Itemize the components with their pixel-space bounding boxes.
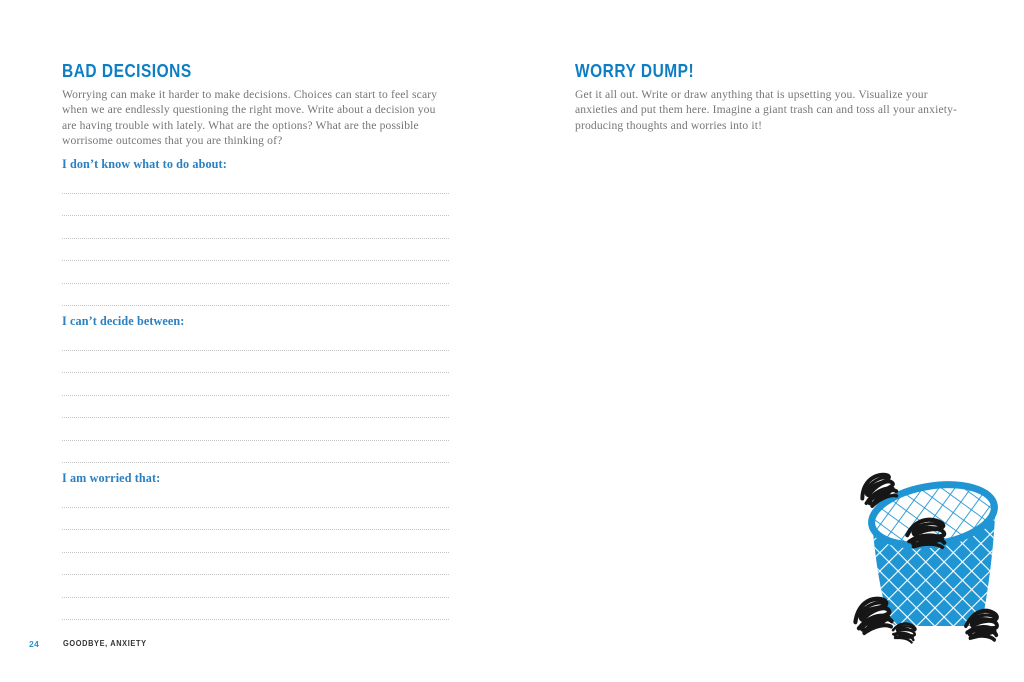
writing-line xyxy=(62,441,449,464)
writing-line xyxy=(62,485,449,508)
prompt-label: I can’t decide between: xyxy=(62,314,185,328)
writing-line xyxy=(62,553,449,576)
page-title-worry-dump: WORRY DUMP! xyxy=(575,61,695,81)
writing-line xyxy=(62,216,449,239)
prompt-label: I am worried that: xyxy=(62,471,161,485)
prompt-label: I don’t know what to do about: xyxy=(62,157,227,171)
writing-line xyxy=(62,575,449,598)
writing-line xyxy=(62,396,449,419)
intro-paragraph-left: Worrying can make it harder to make decisions. Choices can start to feel scary when we are endlessly questioning the right move. Write about a decision you are having trouble with lately. What are the options? What are the possible worrisome outcomes that you are thinking of? xyxy=(62,88,438,148)
writing-line xyxy=(62,328,449,351)
writing-line xyxy=(62,373,449,396)
writing-line xyxy=(62,530,449,553)
writing-line xyxy=(62,171,449,194)
book-title-footer: GOODBYE, ANXIETY xyxy=(63,639,147,648)
trash-can-illustration xyxy=(843,460,1005,652)
writing-line xyxy=(62,261,449,284)
writing-lines xyxy=(62,328,449,463)
writing-line xyxy=(62,598,449,621)
intro-paragraph-right: Get it all out. Write or draw anything that is upsetting you. Visualize your anxieties and put them here. Imagine a giant trash can and toss all your anxiety-producing thoughts and worries into it! xyxy=(575,88,958,132)
writing-lines xyxy=(62,485,449,620)
writing-line xyxy=(62,351,449,374)
writing-line xyxy=(62,194,449,217)
writing-line xyxy=(62,284,449,307)
page-number: 24 xyxy=(29,639,40,649)
page-title-bad-decisions: BAD DECISIONS xyxy=(62,61,192,81)
scribble-bottom-left xyxy=(853,597,893,634)
writing-line xyxy=(62,418,449,441)
writing-line xyxy=(62,508,449,531)
prompt-section-3 xyxy=(62,471,449,620)
writing-line xyxy=(62,239,449,262)
prompt-section-2 xyxy=(62,314,449,463)
prompt-section-1 xyxy=(62,157,449,306)
writing-lines xyxy=(62,171,449,306)
